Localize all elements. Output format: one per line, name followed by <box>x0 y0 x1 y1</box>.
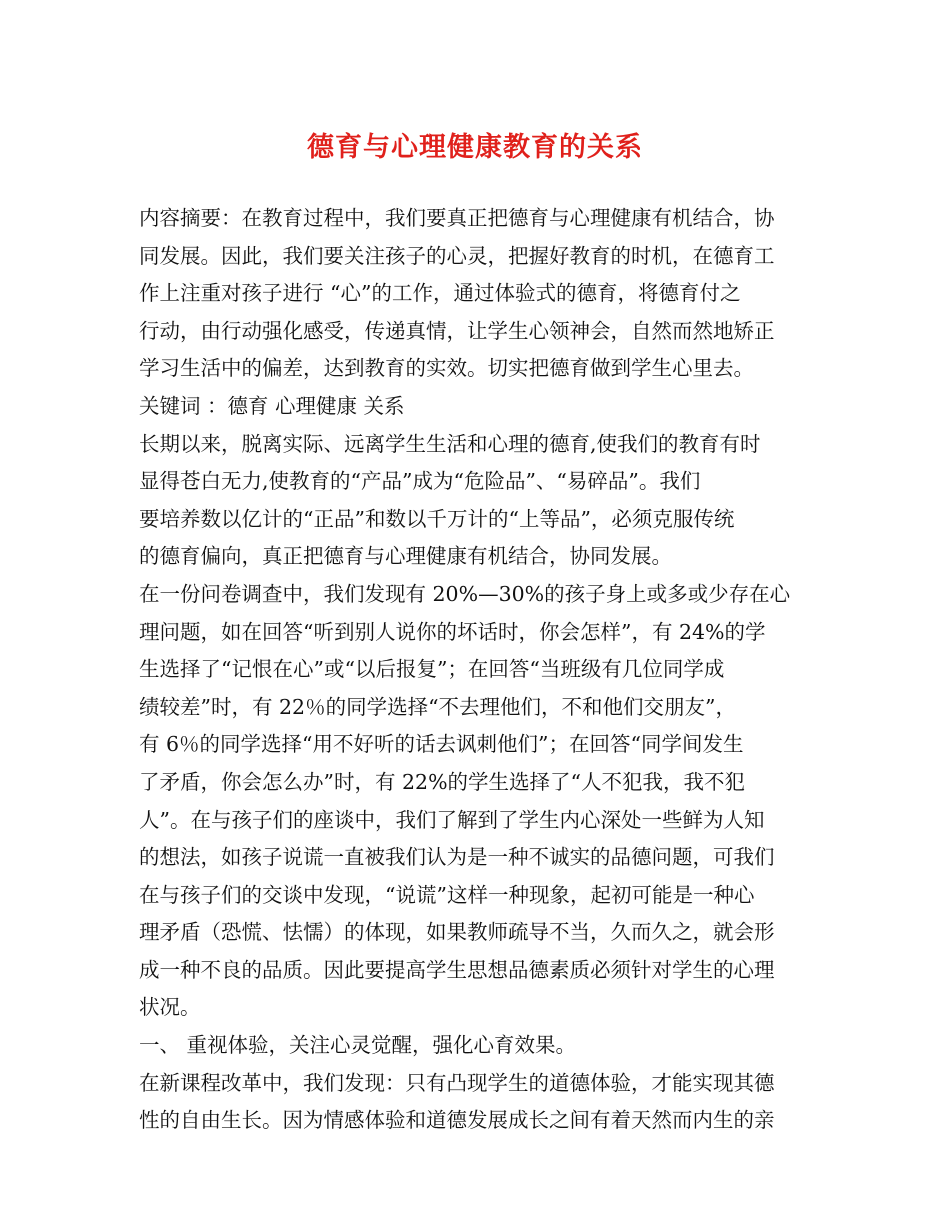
document-title: 德育与心理健康教育的关系 <box>307 132 643 163</box>
text-line: 要培养数以亿计的“正品”和数以千万计的“上等品”，必须克服传统 <box>139 506 735 531</box>
section-heading: 一、 重视体验，关注心灵觉醒，强化心育效果。 <box>139 1033 577 1058</box>
text-line: 在新课程改革中，我们发现：只有凸现学生的道德体验，才能实现其德 <box>139 1070 775 1095</box>
keywords-line: 关键词 ：德育 心理健康 关系 <box>139 393 405 418</box>
text-line: 理矛盾（恐慌、怯懦）的体现，如果教师疏导不当，久而久之，就会形 <box>139 920 775 945</box>
text-line: 成一种不良的品质。因此要提高学生思想品德素质必须针对学生的心理 <box>139 957 775 982</box>
text-line: 内容摘要：在教育过程中，我们要真正把德育与心理健康有机结合，协 <box>139 206 775 230</box>
text-line: 理问题，如在回答“听到别人说你的坏话时，你会怎样”，有 24%的学 <box>139 619 766 644</box>
text-line: 显得苍白无力,使教育的“产品”成为“危险品”、“易碎品”。我们 <box>139 469 701 494</box>
text-line: 人”。在与孩子们的座谈中，我们了解到了学生内心深处一些鲜为人知 <box>139 807 765 832</box>
text-line: 学习生活中的偏差，达到教育的实效。切实把德育做到学生心里去。 <box>139 356 754 381</box>
text-line: 生选择了“记恨在心”或“以后报复”；在回答“当班级有几位同学成 <box>139 657 725 682</box>
text-line: 作上注重对孩子进行 “心”的工作，通过体验式的德育，将德育付之 <box>139 281 741 306</box>
document-body <box>139 200 819 1140</box>
text-line: 绩较差”时，有 22％的同学选择“不去理他们，不和他们交朋友”， <box>139 694 737 719</box>
text-line: 的想法，如孩子说谎一直被我们认为是一种不诚实的品德问题，可我们 <box>139 845 775 870</box>
text-line: 同发展。因此，我们要关注孩子的心灵，把握好教育的时机，在德育工 <box>139 243 775 268</box>
text-line: 有 6％的同学选择“用不好听的话去讽刺他们”；在回答“同学间发生 <box>139 732 744 757</box>
text-line: 在一份问卷调查中，我们发现有 20%—30%的孩子身上或多或少存在心 <box>139 581 791 606</box>
text-line: 了矛盾，你会怎么办”时，有 22%的学生选择了“人不犯我，我不犯 <box>139 769 746 794</box>
text-line: 状况。 <box>139 995 201 1020</box>
text-line: 行动，由行动强化感受，传递真情，让学生心领神会，自然而然地矫正 <box>139 318 775 343</box>
text-line: 长期以来，脱离实际、远离学生生活和心理的德育,使我们的教育有时 <box>139 431 761 456</box>
text-line: 性的自由生长。因为情感体验和道德发展成长之间有着天然而内生的亲 <box>139 1108 775 1133</box>
text-line: 在与孩子们的交谈中发现，“说谎”这样一种现象，起初可能是一种心 <box>139 882 755 907</box>
text-line: 的德育偏向，真正把德育与心理健康有机结合，协同发展。 <box>139 544 672 569</box>
